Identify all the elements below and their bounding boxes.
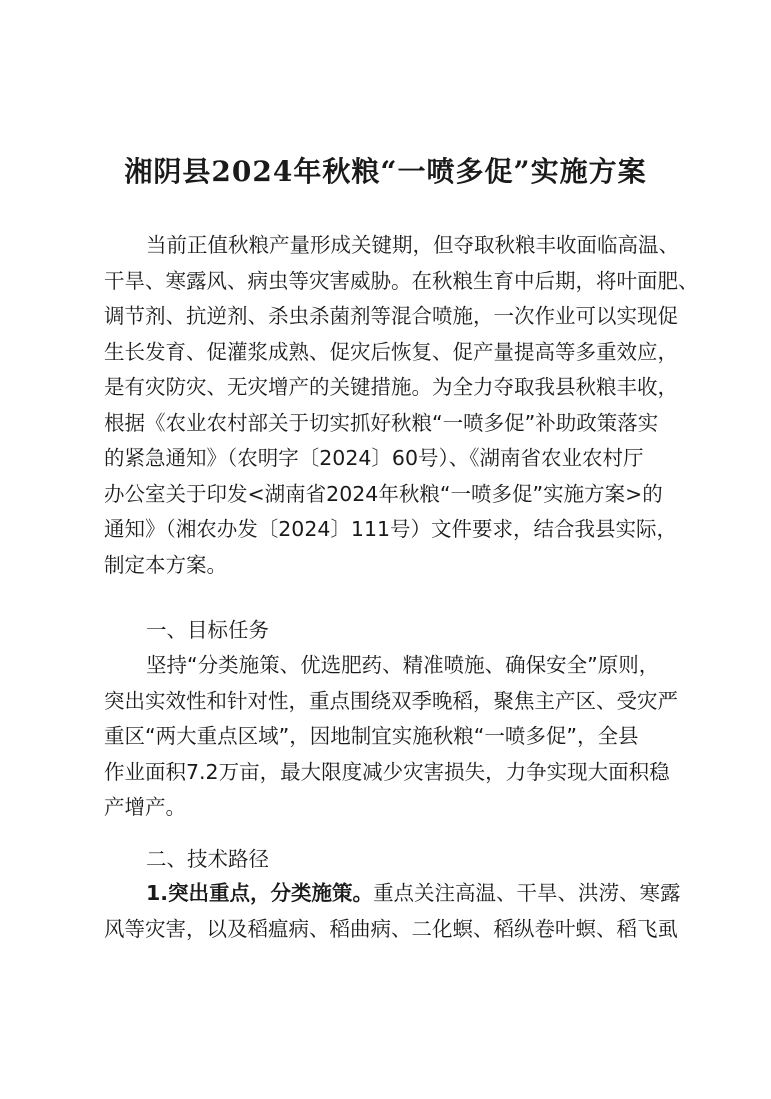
- text-line: 的紧急通知》（农明字〔2024〕60号）、《湖南省农业农村厅: [104, 446, 644, 470]
- text-line: 是有灾防灾、无灾增产的关键措施。为全力夺取我县秋粮丰收，: [104, 375, 678, 399]
- text-line: 重区“两大重点区域”，因地制宜实施秋粮“一喷多促”，全县: [104, 724, 639, 748]
- targets-paragraph: [104, 648, 679, 826]
- text-line: 根据《农业农村部关于切实抓好秋粮“一喷多促”补助政策落实: [104, 410, 659, 435]
- text-line: [104, 876, 679, 912]
- text-line: 办公室关于印发<湖南省2024年秋粮“一喷多促”实施方案>的: [104, 481, 663, 506]
- text-line: 当前正值秋粮产量形成关键期，但夺取秋粮丰收面临高温、: [146, 233, 679, 257]
- text-line: 调节剂、抗逆剂、杀虫杀菌剂等混合喷施，一次作业可以实现促: [104, 304, 678, 328]
- text-line: 坚持“分类施策、优选肥药、精准喷施、确保安全”原则，: [146, 653, 660, 677]
- text-line: 通知》（湘农办发〔2024〕111号）文件要求，结合我县实际，: [104, 517, 678, 541]
- text-line: 突出实效性和针对性，重点围绕双季晚稻，聚焦主产区、受灾严: [104, 688, 678, 713]
- text-line: 风等灾害，以及稻瘟病、稻曲病、二化螟、稻纵卷叶螟、稻飞虱: [104, 916, 678, 941]
- intro-paragraph: [104, 228, 699, 583]
- item-title: 1.突出重点，分类施策。: [146, 881, 374, 905]
- text-line: 干旱、寒露风、病虫等灾害威胁。在秋粮生育中后期，将叶面肥、: [104, 268, 699, 293]
- section-heading-targets: 一、目标任务: [146, 618, 269, 642]
- section-heading-tech-path: 二、技术路径: [146, 847, 269, 871]
- text-line: 产增产。: [104, 795, 186, 819]
- text-line: 作业面积7.2万亩，最大限度减少灾害损失，力争实现大面积稳: [104, 759, 670, 784]
- document-title: 湘阴县2024年秋粮“一喷多促”实施方案: [124, 155, 647, 188]
- tech-path-paragraph: [104, 876, 679, 947]
- text-line: 制定本方案。: [104, 552, 227, 577]
- item-text: 重点关注高温、干旱、洪涝、寒露: [373, 881, 681, 905]
- text-line: 生长发育、促灌浆成熟、促灾后恢复、促产量提高等多重效应，: [104, 339, 678, 364]
